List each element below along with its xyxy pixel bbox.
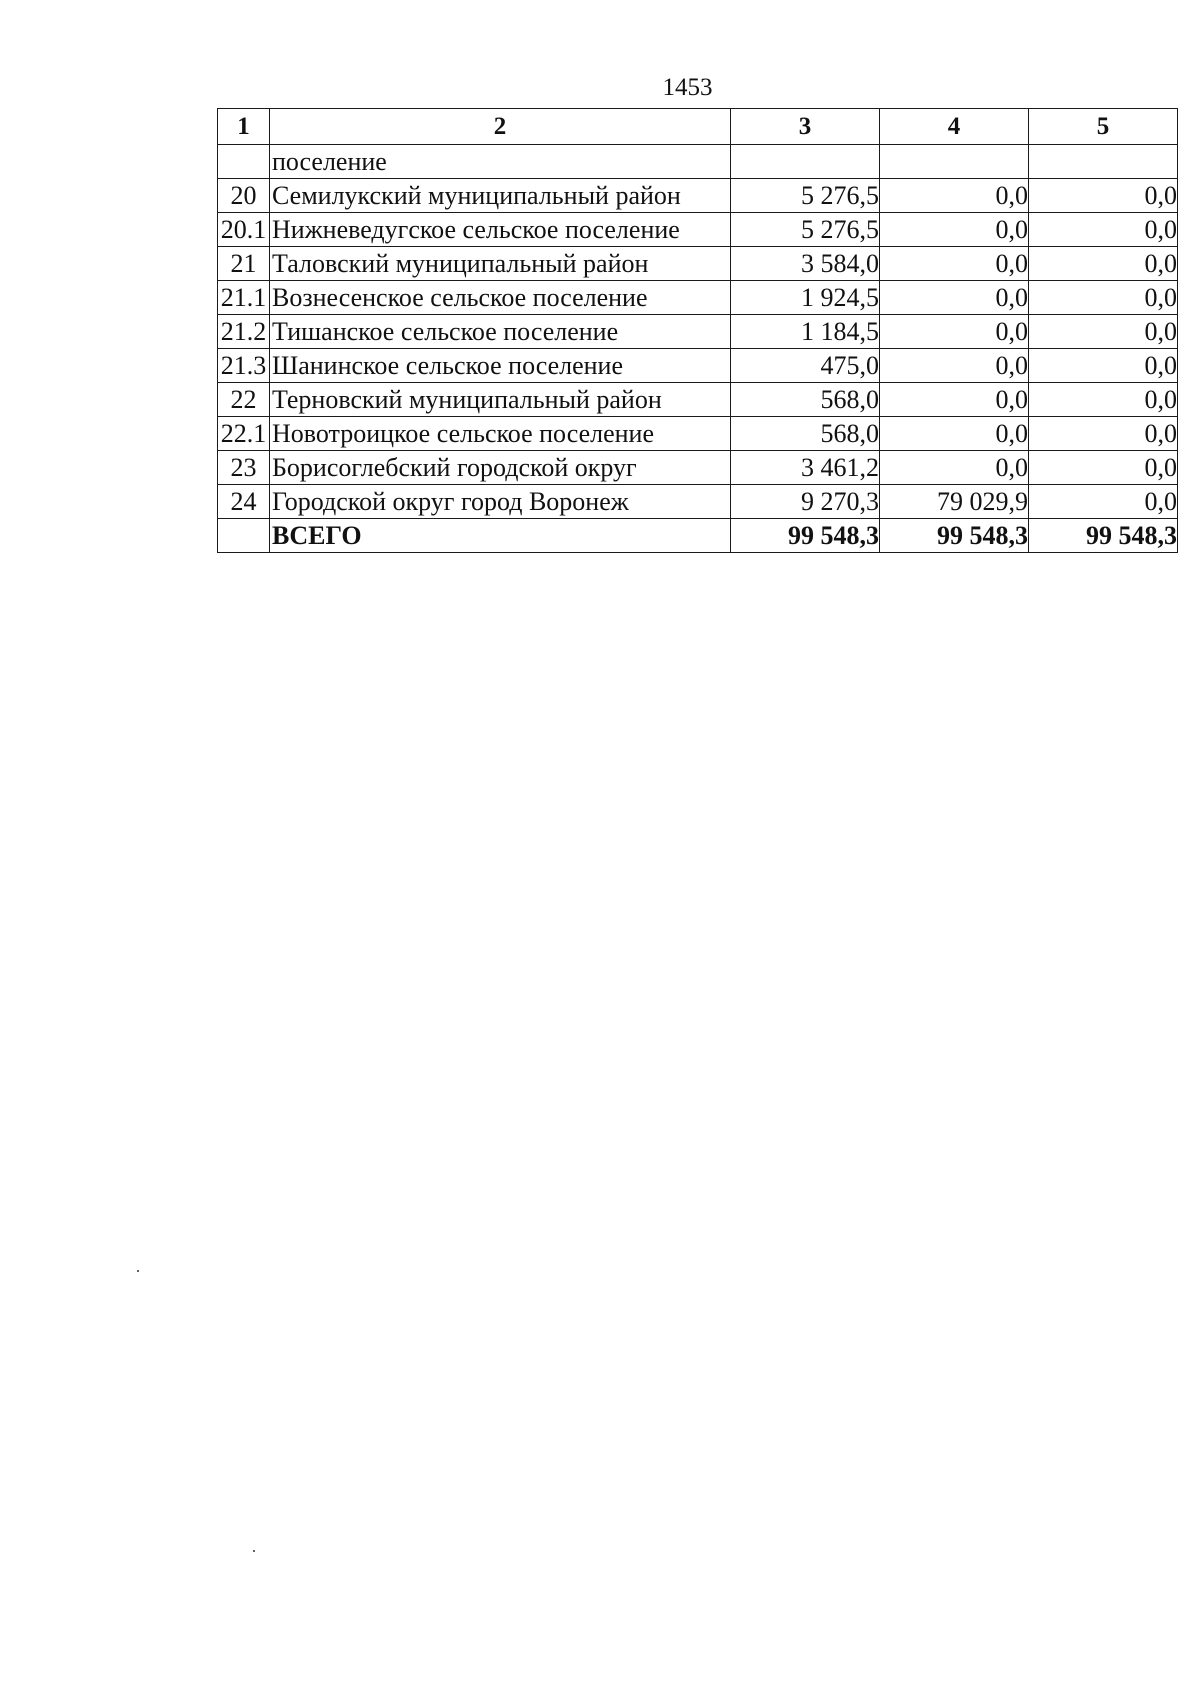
table-row xyxy=(218,281,1178,315)
table-row xyxy=(218,383,1178,417)
header-cell-3: 3 xyxy=(731,109,880,145)
value-col4-cell: 0,0 xyxy=(880,451,1029,485)
value-col3-cell: 99 548,3 xyxy=(731,519,880,553)
row-name-cell: Нижневедугское сельское поселение xyxy=(270,213,731,247)
table-total-row xyxy=(218,519,1178,553)
row-number-cell: 21 xyxy=(218,247,270,281)
scan-speck xyxy=(253,1550,255,1552)
value-col4-cell: 0,0 xyxy=(880,179,1029,213)
row-name-cell: Терновский муниципальный район xyxy=(270,383,731,417)
value-col3-cell: 3 461,2 xyxy=(731,451,880,485)
value-col3-cell: 5 276,5 xyxy=(731,213,880,247)
value-col5-cell: 0,0 xyxy=(1029,417,1178,451)
value-col3-cell: 9 270,3 xyxy=(731,485,880,519)
row-name-cell: Вознесенское сельское поселение xyxy=(270,281,731,315)
row-number-cell: 23 xyxy=(218,451,270,485)
row-number-cell: 21.3 xyxy=(218,349,270,383)
table-header-row xyxy=(218,109,1178,145)
value-col5-cell: 0,0 xyxy=(1029,213,1178,247)
value-col5-cell: 0,0 xyxy=(1029,349,1178,383)
row-number-cell: 21.1 xyxy=(218,281,270,315)
value-col3-cell: 475,0 xyxy=(731,349,880,383)
row-number-cell: 20 xyxy=(218,179,270,213)
table-row xyxy=(218,451,1178,485)
table-row xyxy=(218,315,1178,349)
value-col5-cell: 99 548,3 xyxy=(1029,519,1178,553)
table-row xyxy=(218,485,1178,519)
value-col4-cell: 0,0 xyxy=(880,383,1029,417)
table-row xyxy=(218,349,1178,383)
table-row xyxy=(218,145,1178,179)
value-col4-cell: 0,0 xyxy=(880,281,1029,315)
header-cell-5: 5 xyxy=(1029,109,1178,145)
value-col4-cell: 99 548,3 xyxy=(880,519,1029,553)
row-number-cell xyxy=(218,519,270,553)
page-number: 1453 xyxy=(662,74,713,101)
value-col3-cell: 3 584,0 xyxy=(731,247,880,281)
table-row xyxy=(218,213,1178,247)
row-name-cell: Таловский муниципальный район xyxy=(270,247,731,281)
value-col3-cell: 5 276,5 xyxy=(731,179,880,213)
row-number-cell xyxy=(218,145,270,179)
row-name-cell: Борисоглебский городской округ xyxy=(270,451,731,485)
allocation-table xyxy=(217,108,1178,553)
header-cell-4: 4 xyxy=(880,109,1029,145)
row-number-cell: 22 xyxy=(218,383,270,417)
value-col5-cell xyxy=(1029,145,1178,179)
value-col3-cell: 568,0 xyxy=(731,383,880,417)
value-col3-cell: 1 924,5 xyxy=(731,281,880,315)
value-col4-cell: 0,0 xyxy=(880,247,1029,281)
header-cell-2: 2 xyxy=(270,109,731,145)
row-name-cell: Шанинское сельское поселение xyxy=(270,349,731,383)
row-number-cell: 24 xyxy=(218,485,270,519)
value-col4-cell: 79 029,9 xyxy=(880,485,1029,519)
value-col5-cell: 0,0 xyxy=(1029,315,1178,349)
value-col4-cell: 0,0 xyxy=(880,213,1029,247)
value-col4-cell: 0,0 xyxy=(880,349,1029,383)
value-col5-cell: 0,0 xyxy=(1029,281,1178,315)
row-number-cell: 22.1 xyxy=(218,417,270,451)
row-number-cell: 21.2 xyxy=(218,315,270,349)
row-name-cell: ВСЕГО xyxy=(270,519,731,553)
value-col4-cell: 0,0 xyxy=(880,417,1029,451)
table-row xyxy=(218,417,1178,451)
table-row xyxy=(218,247,1178,281)
row-number-cell: 20.1 xyxy=(218,213,270,247)
scan-speck xyxy=(137,1270,139,1272)
value-col4-cell: 0,0 xyxy=(880,315,1029,349)
value-col5-cell: 0,0 xyxy=(1029,247,1178,281)
row-name-cell: Новотроицкое сельское поселение xyxy=(270,417,731,451)
value-col5-cell: 0,0 xyxy=(1029,451,1178,485)
value-col3-cell: 1 184,5 xyxy=(731,315,880,349)
row-name-cell: Тишанское сельское поселение xyxy=(270,315,731,349)
value-col5-cell: 0,0 xyxy=(1029,485,1178,519)
row-name-cell: Семилукский муниципальный район xyxy=(270,179,731,213)
value-col3-cell xyxy=(731,145,880,179)
value-col3-cell: 568,0 xyxy=(731,417,880,451)
row-name-cell: Городской округ город Воронеж xyxy=(270,485,731,519)
header-cell-1: 1 xyxy=(218,109,270,145)
table-row xyxy=(218,179,1178,213)
value-col5-cell: 0,0 xyxy=(1029,179,1178,213)
row-name-cell: поселение xyxy=(270,145,731,179)
value-col4-cell xyxy=(880,145,1029,179)
value-col5-cell: 0,0 xyxy=(1029,383,1178,417)
